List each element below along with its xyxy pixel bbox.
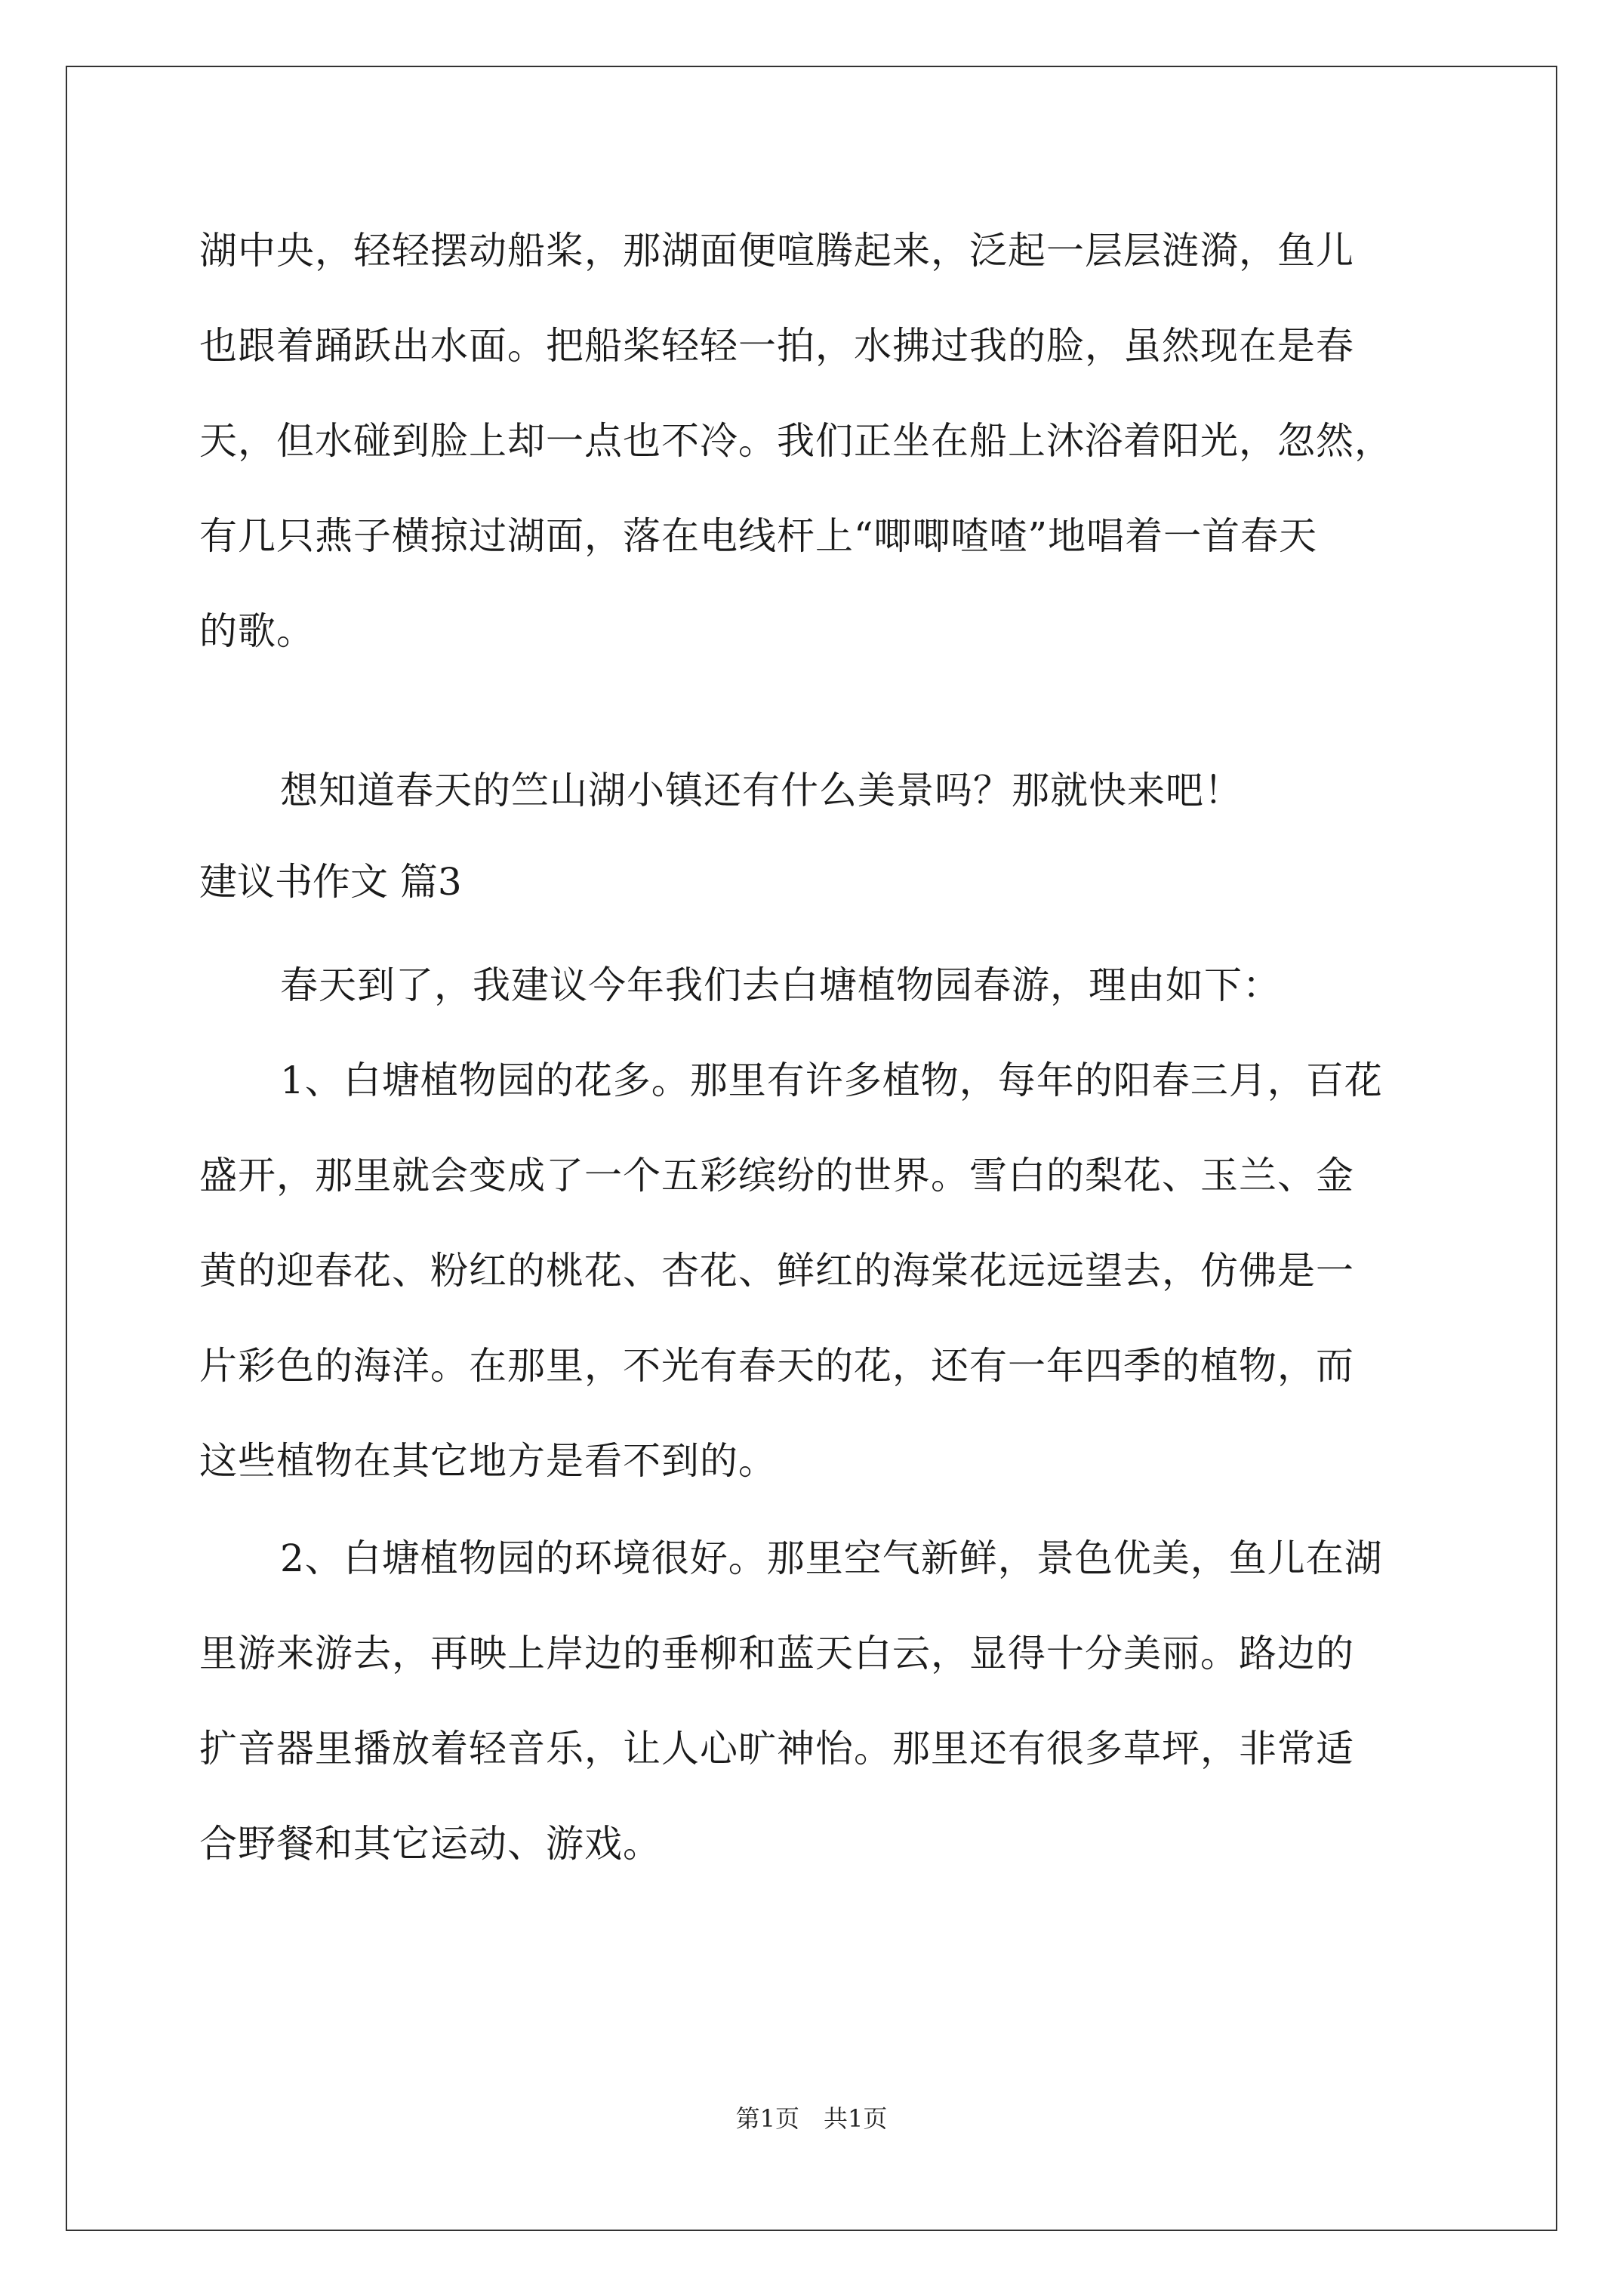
text-line: 1、白塘植物园的花多。那里有许多植物，每年的阳春三月，百花 [280,1059,1383,1102]
text-line: 里游来游去，再映上岸边的垂柳和蓝天白云，显得十分美丽。路边的 [199,1632,1354,1675]
text-line: 也跟着踊跃出水面。把船桨轻轻一拍，水拂过我的脸，虽然现在是春 [199,324,1354,368]
text-line: 扩音器里播放着轻音乐，让人心旷神怡。那里还有很多草坪，非常适 [199,1727,1354,1771]
text-line: 盛开，那里就会变成了一个五彩缤纷的世界。雪白的梨花、玉兰、金 [199,1154,1354,1197]
text-line: 想知道春天的竺山湖小镇还有什么美景吗？那就快来吧！ [280,769,1243,812]
text-line: 湖中央，轻轻摆动船桨，那湖面便喧腾起来，泛起一层层涟漪，鱼儿 [199,229,1354,273]
text-line: 有几只燕子横掠过湖面，落在电线杆上“唧唧喳喳”地唱着一首春天 [199,514,1318,558]
text-line: 春天到了，我建议今年我们去白塘植物园春游，理由如下： [280,963,1281,1007]
text-line: 黄的迎春花、粉红的桃花、杏花、鲜红的海棠花远远望去，仿佛是一 [199,1249,1354,1293]
page-footer: 第1页 共1页 [735,2104,888,2133]
section-heading: 建议书作文 篇3 [199,860,462,904]
text-line: 片彩色的海洋。在那里，不光有春天的花，还有一年四季的植物，而 [199,1344,1354,1388]
text-line: 的歌。 [199,609,315,653]
page-border [66,66,1557,2231]
text-line: 天，但水碰到脸上却一点也不冷。我们正坐在船上沐浴着阳光，忽然， [199,419,1393,463]
text-line: 合野餐和其它运动、游戏。 [199,1822,661,1866]
text-line: 这些植物在其它地方是看不到的。 [199,1439,777,1483]
text-line: 2、白塘植物园的环境很好。那里空气新鲜，景色优美，鱼儿在湖 [280,1536,1383,1580]
